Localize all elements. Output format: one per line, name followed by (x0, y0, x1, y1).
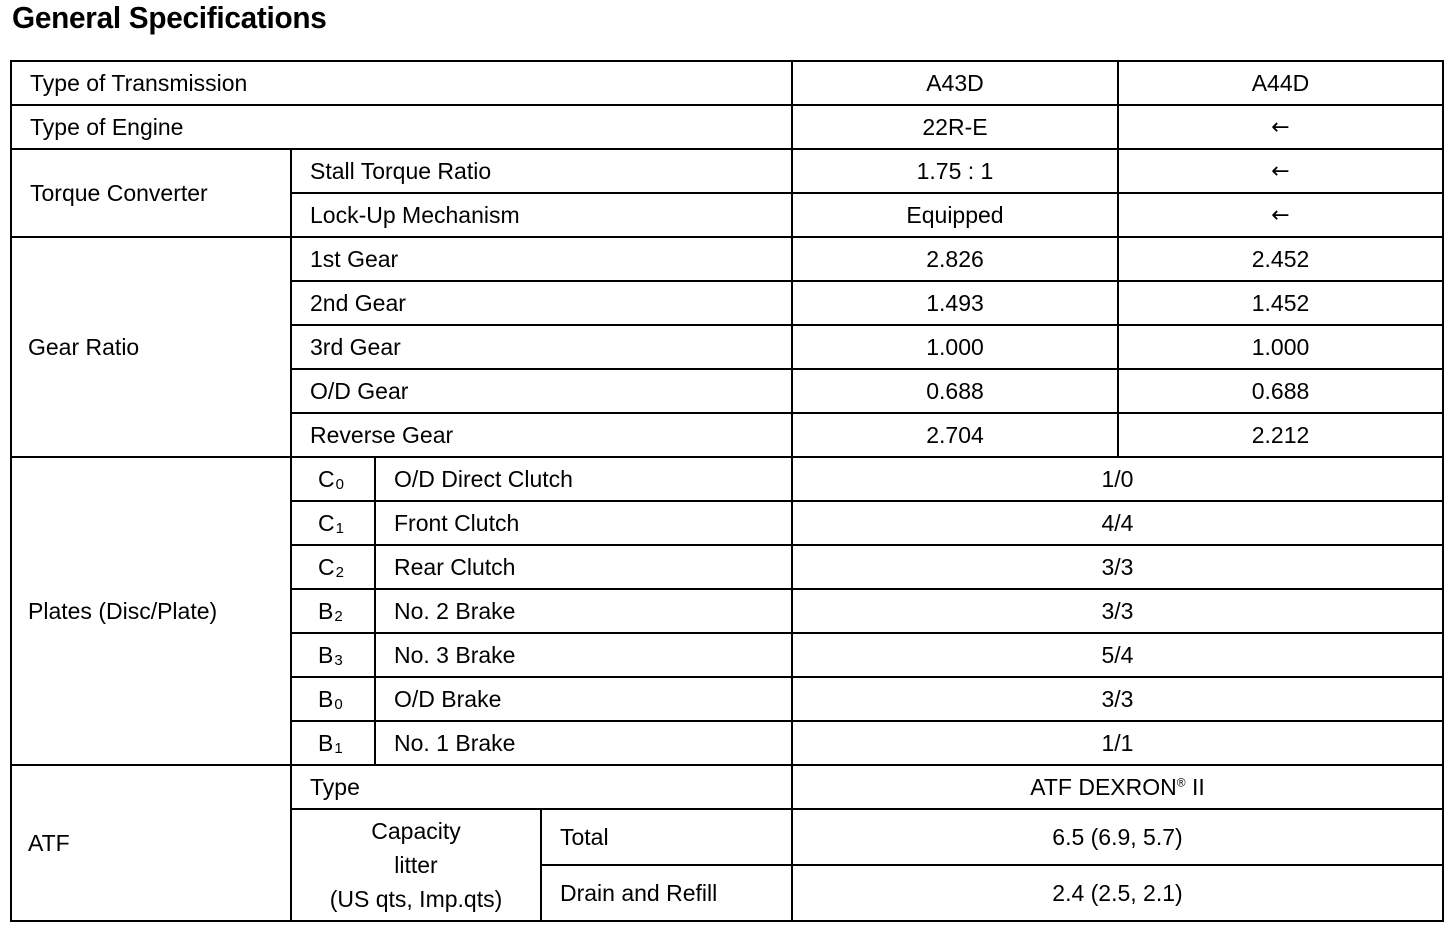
gear-a44d: 1.000 (1118, 325, 1443, 369)
atf-group: ATF (11, 765, 291, 921)
gear-label: O/D Gear (291, 369, 792, 413)
plate-value: 4/4 (792, 501, 1443, 545)
plate-label: No. 1 Brake (375, 721, 792, 765)
gear-a44d: 1.452 (1118, 281, 1443, 325)
atf-drain-label: Drain and Refill (541, 865, 792, 921)
stall-torque-label: Stall Torque Ratio (291, 149, 792, 193)
plate-label: No. 2 Brake (375, 589, 792, 633)
row-stall-torque (11, 149, 1443, 193)
stall-torque-a43d: 1.75 : 1 (792, 149, 1118, 193)
plate-symbol: $C_1$ (291, 501, 375, 545)
gear-ratio-group: Gear Ratio (11, 237, 291, 457)
gear-label: 2nd Gear (291, 281, 792, 325)
plate-symbol: $C_2$ (291, 545, 375, 589)
atf-type-label: Type (291, 765, 792, 809)
torque-converter-group: Torque Converter (11, 149, 291, 237)
row-plate-c0 (11, 457, 1443, 501)
engine-a44d: ← (1118, 105, 1443, 149)
gear-a44d: 0.688 (1118, 369, 1443, 413)
row-transmission (11, 61, 1443, 105)
gear-label: 3rd Gear (291, 325, 792, 369)
plate-symbol: $B_2$ (291, 589, 375, 633)
plate-label: Rear Clutch (375, 545, 792, 589)
atf-capacity-label: Capacity litter (US qts, Imp.qts) (291, 809, 541, 921)
plate-label: O/D Direct Clutch (375, 457, 792, 501)
lockup-a43d: Equipped (792, 193, 1118, 237)
gear-a44d: 2.452 (1118, 237, 1443, 281)
plate-label: O/D Brake (375, 677, 792, 721)
col-header-a44d: A44D (1118, 61, 1443, 105)
atf-total-value: 6.5 (6.9, 5.7) (792, 809, 1443, 865)
page-title: General Specifications (12, 0, 327, 35)
engine-label: Type of Engine (11, 105, 792, 149)
lockup-label: Lock-Up Mechanism (291, 193, 792, 237)
atf-type-value: ATF DEXRON® II (792, 765, 1443, 809)
plate-symbol: $C_0$ (291, 457, 375, 501)
lockup-a44d: ← (1118, 193, 1443, 237)
gear-a43d: 0.688 (792, 369, 1118, 413)
stall-torque-a44d: ← (1118, 149, 1443, 193)
engine-a43d: 22R-E (792, 105, 1118, 149)
plate-value: 5/4 (792, 633, 1443, 677)
atf-drain-value: 2.4 (2.5, 2.1) (792, 865, 1443, 921)
row-gear-1 (11, 237, 1443, 281)
plate-value: 3/3 (792, 677, 1443, 721)
plate-symbol: $B_0$ (291, 677, 375, 721)
plate-value: 1/1 (792, 721, 1443, 765)
plate-symbol: $B_3$ (291, 633, 375, 677)
atf-total-label: Total (541, 809, 792, 865)
gear-a43d: 1.493 (792, 281, 1118, 325)
plate-value: 1/0 (792, 457, 1443, 501)
gear-a43d: 1.000 (792, 325, 1118, 369)
gear-label: 1st Gear (291, 237, 792, 281)
gear-a44d: 2.212 (1118, 413, 1443, 457)
gear-a43d: 2.704 (792, 413, 1118, 457)
gear-a43d: 2.826 (792, 237, 1118, 281)
gear-label: Reverse Gear (291, 413, 792, 457)
spec-table (10, 60, 1444, 922)
plate-symbol: $B_1$ (291, 721, 375, 765)
plates-group: Plates (Disc/Plate) (11, 457, 291, 765)
transmission-label: Type of Transmission (11, 61, 792, 105)
plate-label: No. 3 Brake (375, 633, 792, 677)
row-atf-type (11, 765, 1443, 809)
row-engine (11, 105, 1443, 149)
col-header-a43d: A43D (792, 61, 1118, 105)
plate-value: 3/3 (792, 545, 1443, 589)
plate-label: Front Clutch (375, 501, 792, 545)
plate-value: 3/3 (792, 589, 1443, 633)
